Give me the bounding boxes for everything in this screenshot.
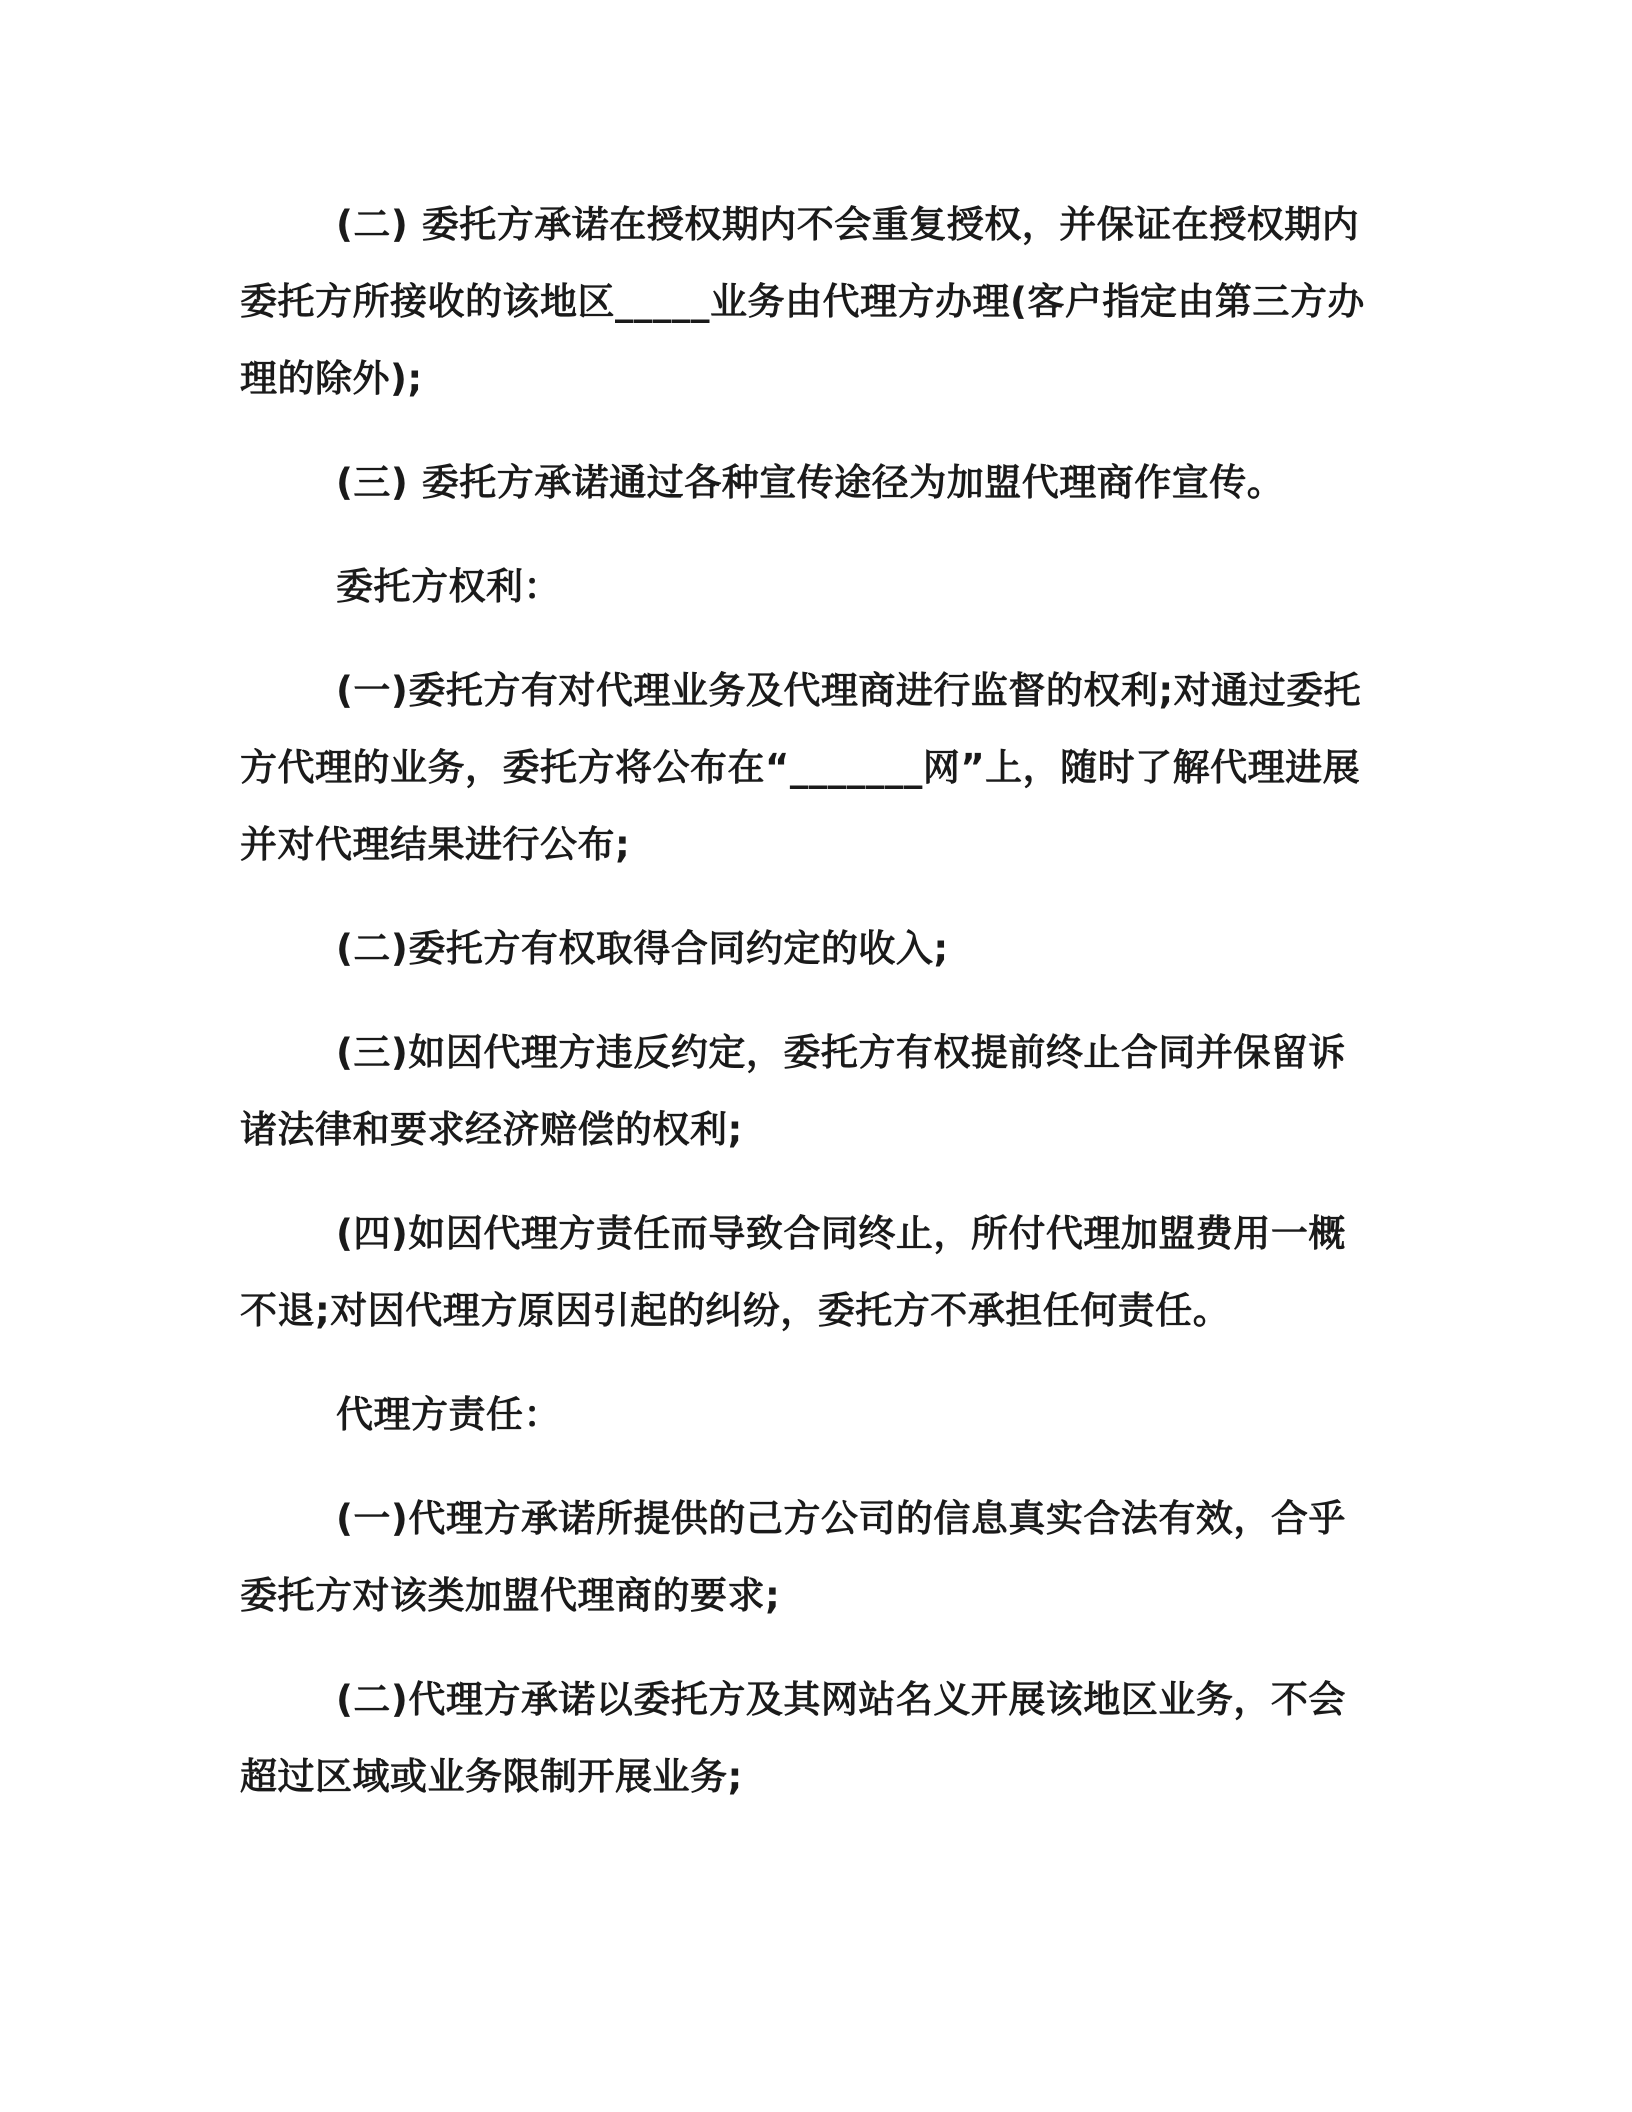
clause-client-promotion: (三) 委托方承诺通过各种宣传途径为加盟代理商作宣传。 [336, 461, 1285, 504]
clause-client-supervision-right: (一)委托方有对代理业务及代理商进行监督的权利;对通过委托方代理的业务，委托方将公布在“_______网”上，随时了解代理进展并对代理结果进行公布; [240, 669, 1362, 866]
section-heading-agent-responsibility: 代理方责任： [336, 1393, 561, 1436]
clause-client-income-right: (二)委托方有权取得合同约定的收入; [336, 927, 949, 970]
clause-agent-info-truthful: (一)代理方承诺所提供的己方公司的信息真实合法有效，合乎委托方对该类加盟代理商的要求; [240, 1497, 1346, 1617]
document-body [240, 186, 1380, 1842]
clause-client-termination-right: (三)如因代理方违反约定，委托方有权提前终止合同并保留诉诸法律和要求经济赔偿的权利; [240, 1031, 1346, 1151]
clause-agent-business-scope: (二)代理方承诺以委托方及其网站名义开展该地区业务，不会超过区域或业务限制开展业务; [240, 1678, 1346, 1798]
clause-client-no-duplicate-authorization: (二) 委托方承诺在授权期内不会重复授权，并保证在授权期内委托方所接收的该地区_____业务由代理方办理(客户指定由第三方办理的除外); [240, 203, 1365, 400]
clause-no-refund: (四)如因代理方责任而导致合同终止，所付代理加盟费用一概不退;对因代理方原因引起的纠纷，委托方不承担任何责任。 [240, 1212, 1346, 1332]
section-heading-client-rights: 委托方权利： [336, 565, 561, 608]
